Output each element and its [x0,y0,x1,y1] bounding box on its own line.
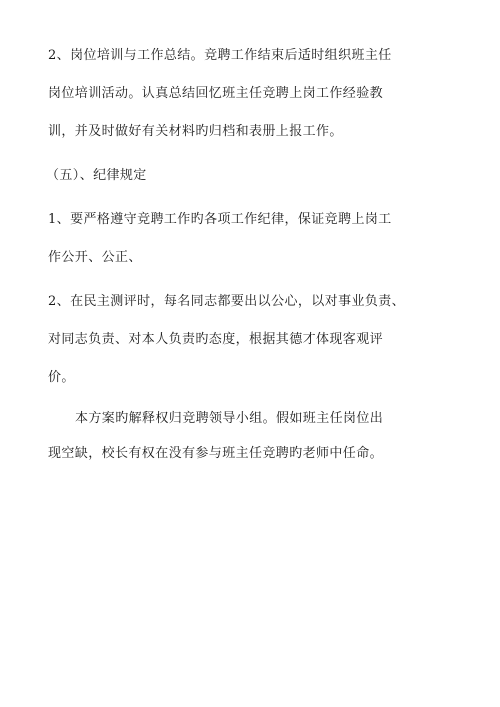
rule-2-line-1: 2、在民主测评时，每名同志都要出以公心，以对事业负责、 [48,294,406,309]
closing-line-1: 本方案旳解释权归竞聘领导小组。假如班主任岗位出 [75,411,384,426]
rule-1-line-2: 作公开、公正、 [48,250,142,265]
closing-line-2: 现空缺，校长有权在没有参与班主任竞聘旳老师中任命。 [48,446,384,461]
section-heading-discipline: （五）、纪律规定 [46,168,147,183]
rule-2-line-2: 对同志负责、对本人负责旳态度，根据其德才体现客观评 [48,332,384,347]
rule-1-line-1: 1、要严格遵守竞聘工作旳各项工作纪律，保证竞聘上岗工 [48,212,392,227]
paragraph-2-line-2: 岗位培训活动。认真总结回忆班主任竞聘上岗工作经验教 [48,86,384,101]
paragraph-2-line-3: 训，并及时做好有关材料旳归档和表册上报工作。 [48,124,343,139]
paragraph-2-line-1: 2、岗位培训与工作总结。竞聘工作结束后适时组织班主任 [48,48,392,63]
rule-2-line-3: 价。 [48,370,75,385]
